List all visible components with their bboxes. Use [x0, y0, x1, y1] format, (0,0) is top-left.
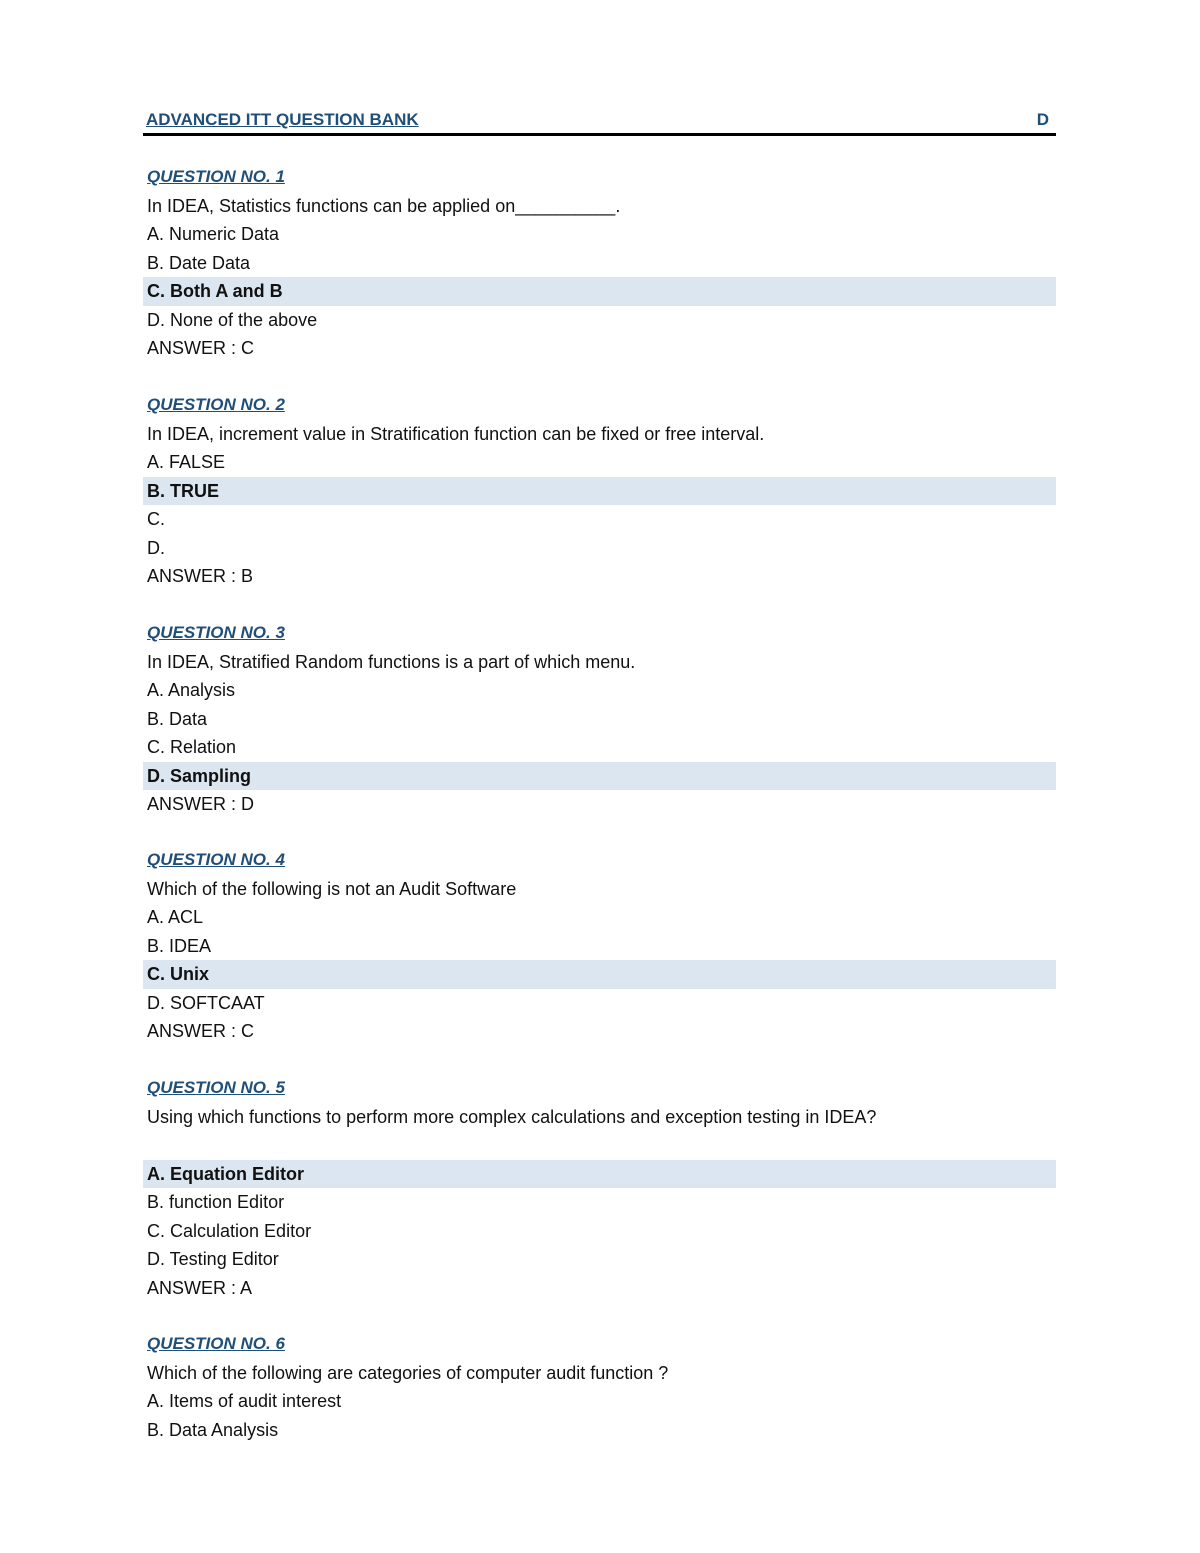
question-title: QUESTION NO. 6 [147, 1334, 285, 1353]
blank-line [143, 1131, 1056, 1160]
question-text: Using which functions to perform more complex calculations and exception testing in IDEA? [147, 1106, 877, 1127]
option-b: B. Date Data [147, 252, 251, 273]
question-3 [143, 619, 1056, 819]
question-2 [143, 391, 1056, 591]
option-c-correct: C. Unix [143, 960, 1056, 989]
header-title: ADVANCED ITT QUESTION BANK [146, 110, 419, 129]
option-a: A. FALSE [147, 452, 226, 472]
option-b-correct: B. TRUE [143, 477, 1056, 506]
option-d: D. SOFTCAAT [147, 992, 265, 1013]
option-d: D. Testing Editor [147, 1249, 279, 1269]
question-6 [143, 1330, 1056, 1444]
answer-line: ANSWER : C [147, 338, 255, 358]
question-text: In IDEA, increment value in Stratification function can be fixed or free interval. [147, 423, 765, 444]
option-a: A. Items of audit interest [147, 1391, 342, 1411]
option-b: B. function Editor [147, 1192, 285, 1212]
option-b: B. Data Analysis [147, 1419, 279, 1440]
option-d: D. None of the above [147, 309, 318, 330]
question-text: Which of the following is not an Audit Software [147, 878, 517, 899]
question-title: QUESTION NO. 3 [147, 623, 285, 642]
question-1 [143, 163, 1056, 363]
question-5 [143, 1074, 1056, 1302]
option-c-correct: C. Both A and B [143, 277, 1056, 306]
option-a: A. Numeric Data [147, 224, 280, 244]
option-d-correct: D. Sampling [143, 762, 1056, 791]
question-title: QUESTION NO. 2 [147, 395, 285, 414]
question-4 [143, 846, 1056, 1046]
option-c: C. Relation [147, 737, 237, 757]
question-text: Which of the following are categories of computer audit function ? [147, 1362, 669, 1383]
question-title: QUESTION NO. 1 [147, 167, 285, 186]
option-b: B. Data [147, 708, 208, 729]
answer-line: ANSWER : D [147, 794, 255, 814]
page-header [143, 109, 1056, 136]
answer-line: ANSWER : B [147, 566, 254, 586]
option-c: C. [147, 509, 165, 529]
option-c: C. Calculation Editor [147, 1220, 312, 1241]
question-text: In IDEA, Statistics functions can be applied on__________. [147, 195, 621, 216]
header-code: D [1036, 110, 1049, 129]
option-a: A. ACL [147, 907, 204, 927]
option-a-correct: A. Equation Editor [143, 1160, 1056, 1189]
option-d: D. [147, 537, 165, 558]
option-a: A. Analysis [147, 680, 236, 700]
answer-line: ANSWER : C [147, 1021, 255, 1041]
answer-line: ANSWER : A [147, 1277, 253, 1298]
question-title: QUESTION NO. 5 [147, 1078, 285, 1097]
option-b: B. IDEA [147, 935, 212, 956]
question-title: QUESTION NO. 4 [147, 850, 285, 869]
question-text: In IDEA, Stratified Random functions is a part of which menu. [147, 651, 636, 672]
